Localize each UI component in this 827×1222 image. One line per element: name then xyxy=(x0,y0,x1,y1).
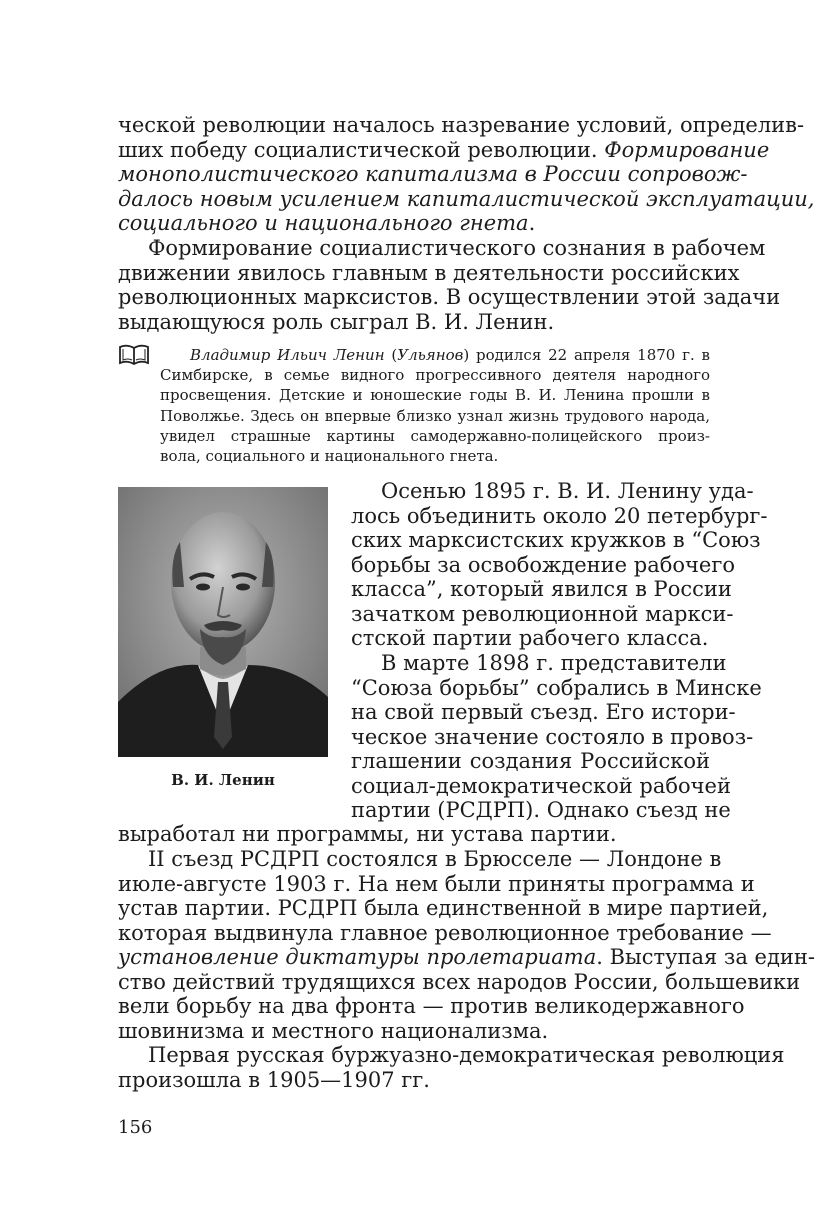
italic-text: Формирование xyxy=(604,137,770,162)
text-line: устав партии. РСДРП была единственной в мире партией, xyxy=(118,896,769,920)
text-line: установление диктатуры пролетариата. Выступая за един- xyxy=(118,945,816,969)
text-line: Формирование социалистического сознания в рабочем xyxy=(148,236,766,260)
paragraph-union xyxy=(351,479,768,651)
text-line: движении явилось главным в деятельности российских xyxy=(118,260,740,285)
note-line: увидел страшные картины самодержавно-полицейского произ- xyxy=(160,426,710,445)
note-line: вола, социального и национального гнета. xyxy=(160,446,499,465)
text-line: социал-демократической рабочей xyxy=(351,773,731,798)
text-line: ских марксистских кружков в “Союз xyxy=(351,528,761,552)
text-line: социального и национального гнета. xyxy=(118,211,536,235)
text-line: ство действий трудящихся всех народов России, большевики xyxy=(118,969,801,994)
text-line: Осенью 1895 г. В. И. Ленину уда- xyxy=(381,479,754,503)
text-line: на свой первый съезд. Его истори- xyxy=(351,700,736,724)
italic-text: установление диктатуры пролетариата xyxy=(118,945,597,969)
paragraph-congress-end xyxy=(118,822,710,847)
italic-text: далось новым усилением капиталистической эксплуатации, xyxy=(118,186,815,211)
text-line: революционных марксистов. В осуществлении этой задачи xyxy=(118,285,781,309)
biography-note xyxy=(160,345,710,466)
note-line: просвещения. Детские и юношеские годы В. И. Ленина прошли в xyxy=(160,386,710,405)
text-line: вели борьбу на два фронта — против великодержавного xyxy=(118,994,745,1018)
paragraph-revolution xyxy=(118,1043,785,1092)
paragraph-intro xyxy=(118,113,815,236)
text-line: выработал ни программы, ни устава партии. xyxy=(118,822,617,846)
portrait-image xyxy=(118,487,328,757)
text-line: стской партии рабочего класса. xyxy=(351,626,709,650)
text-line: ших победу социалистической революции. Формирование xyxy=(118,137,770,162)
text-line: борьбы за освобождение рабочего xyxy=(351,552,735,577)
text-line: выдающуюся роль сыграл В. И. Ленин. xyxy=(118,309,555,334)
text-line: шовинизма и местного национализма. xyxy=(118,1018,549,1043)
text-line: лось объединить около 20 петербург- xyxy=(351,503,768,528)
text-line: “Союза борьбы” собрались в Минске xyxy=(351,675,762,700)
text-line: партии (РСДРП). Однако съезд не xyxy=(351,798,731,822)
text-line: класса”, который явился в России xyxy=(351,577,732,601)
note-line: Симбирске, в семье видного прогрессивного деятеля народного xyxy=(160,366,710,385)
book-icon xyxy=(118,344,150,366)
photo-caption: В. И. Ленин xyxy=(171,771,275,789)
italic-text: монополистического капитализма в России сопровож- xyxy=(118,162,748,186)
paragraph-congress xyxy=(351,651,762,823)
page-number: 156 xyxy=(118,1117,153,1138)
text-line: которая выдвинула главное революционное требование — xyxy=(118,920,772,945)
italic-text: социального и национального гнета xyxy=(118,211,529,235)
portrait-photo xyxy=(118,487,328,757)
paragraph-second-congress xyxy=(118,847,816,1043)
text-line: Первая русская буржуазно-демократическая революция xyxy=(148,1043,785,1067)
text-line: ческое значение состояло в провоз- xyxy=(351,724,754,749)
paragraph-consciousness xyxy=(118,236,781,334)
text-line: июле-августе 1903 г. На нем были приняты программа и xyxy=(118,871,755,896)
text-line: II съезд РСДРП состоялся в Брюсселе — Лондоне в xyxy=(148,847,722,871)
text-line: глашении создания Российской xyxy=(351,749,710,773)
text-line: зачатком революционной маркси- xyxy=(351,601,734,626)
note-line: Поволжье. Здесь он впервые близко узнал жизнь трудового народа, xyxy=(160,406,710,425)
text-line: произошла в 1905—1907 гг. xyxy=(118,1067,430,1092)
text-line: В марте 1898 г. представители xyxy=(381,651,727,675)
note-line: Владимир Ильич Ленин (Ульянов) родился 22 апреля 1870 г. в xyxy=(190,346,710,364)
text-line: ческой революции началось назревание условий, определив- xyxy=(118,113,805,137)
